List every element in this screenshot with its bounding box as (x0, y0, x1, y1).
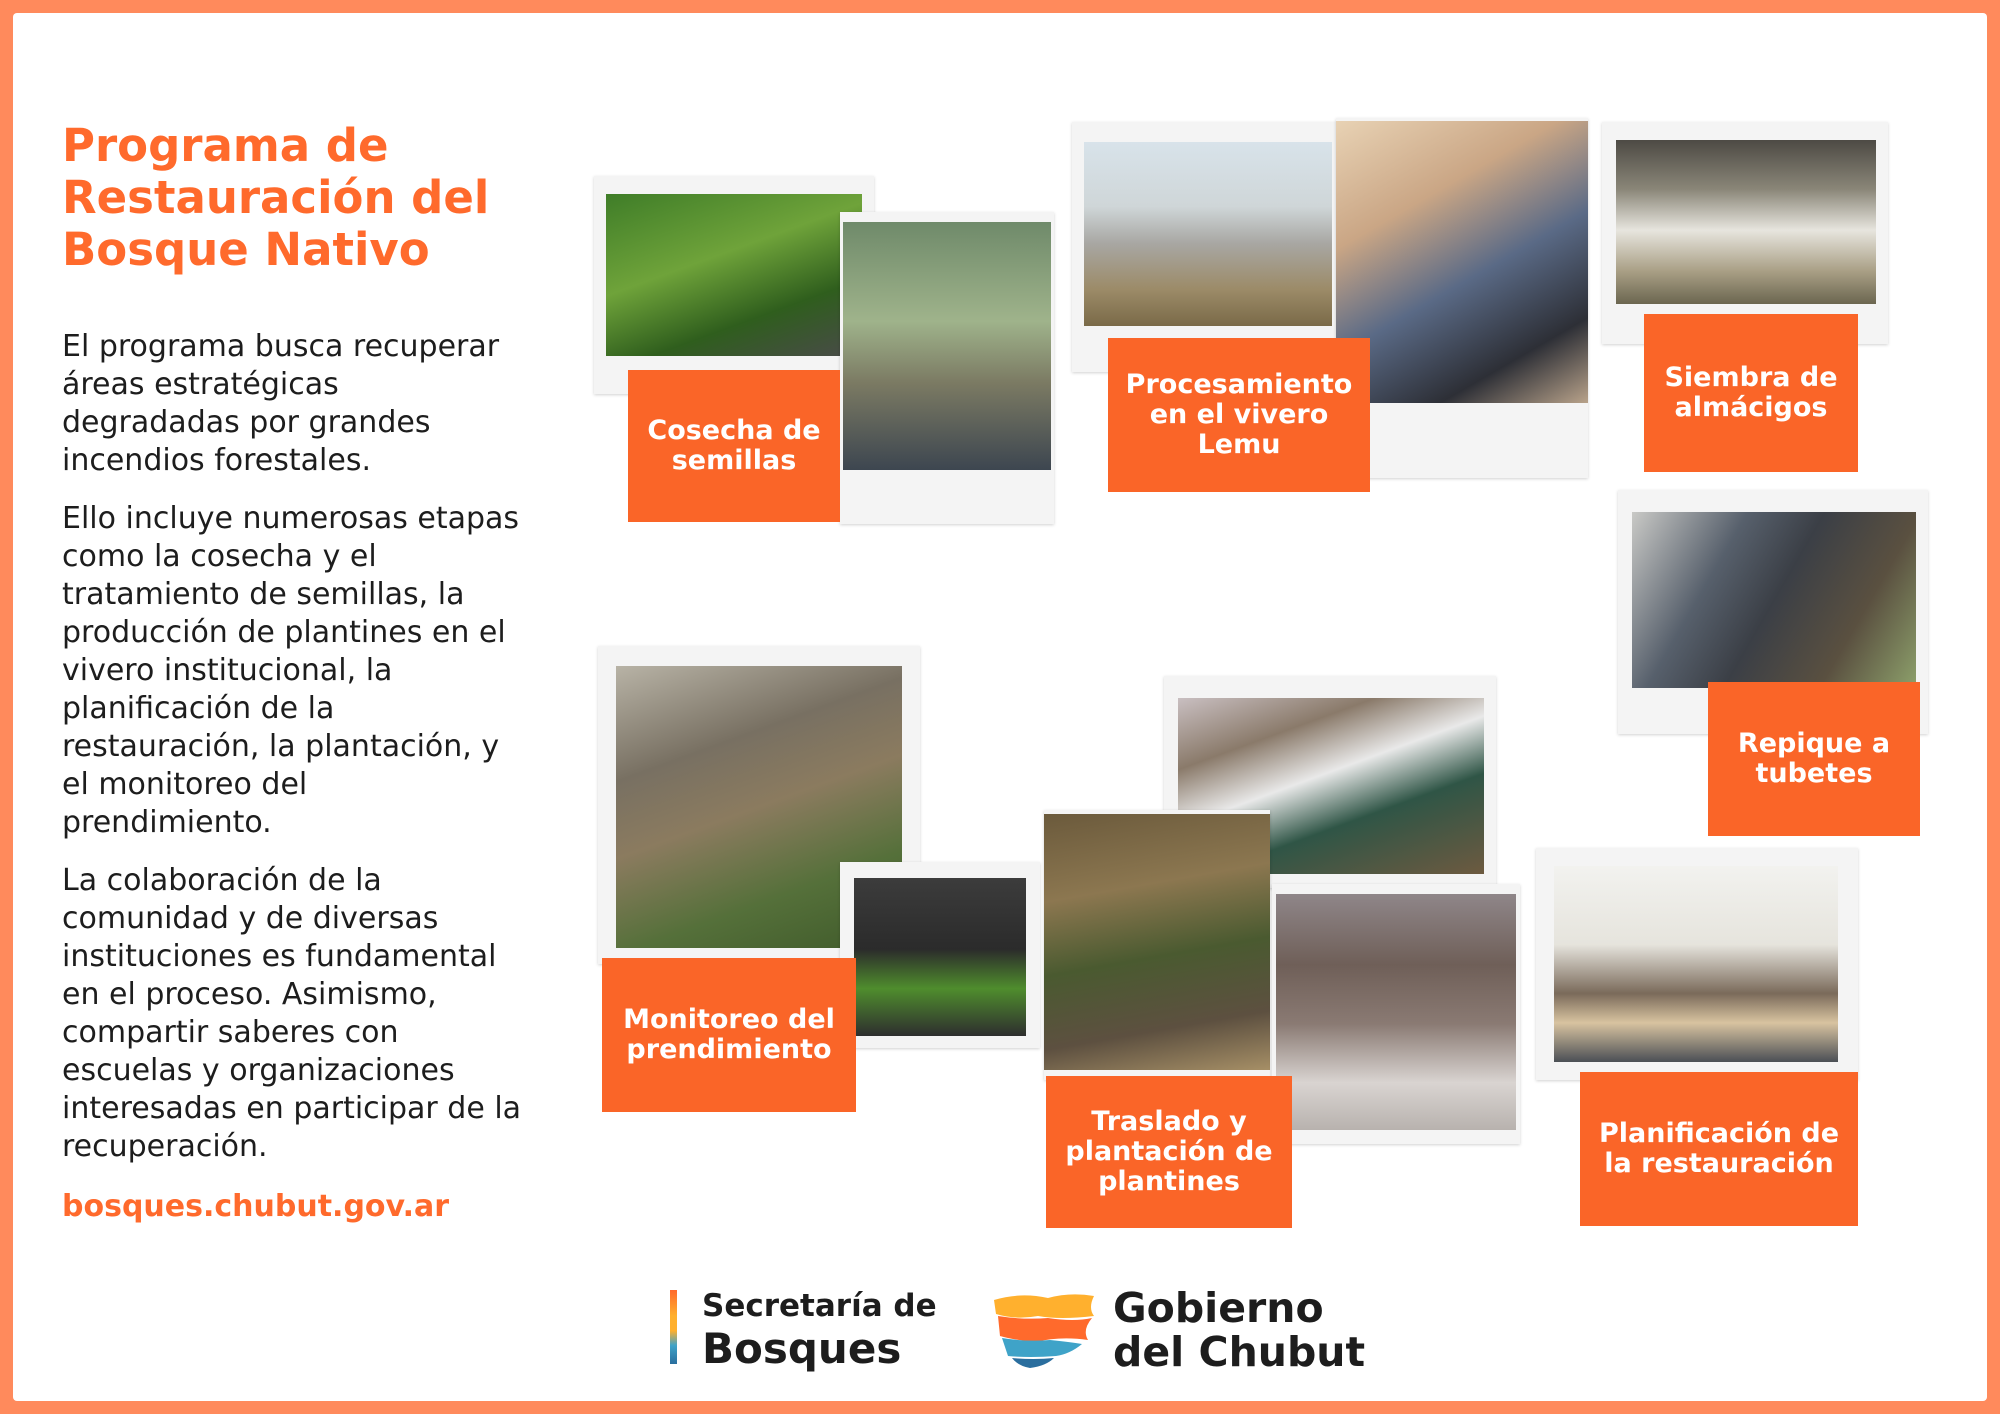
stage-label-cosecha: Cosecha de semillas (628, 370, 840, 522)
photo-planting-workers (1044, 814, 1270, 1070)
secretaria-logo-bar (670, 1290, 677, 1364)
chubut-map-logo-icon (990, 1290, 1100, 1370)
photo-frame-cosecha-2 (840, 212, 1054, 524)
photo-repique-worker (1632, 512, 1916, 688)
intro-paragraph-3: La colaboración de la comunidad y de diversas instituciones es fundamental en el proceso. Asimismo, compartir saberes con escuelas y organizaciones interesadas en participar de la recuperación. (62, 863, 522, 1164)
photo-greenhouse (1084, 142, 1332, 326)
stage-label-repique: Repique a tubetes (1708, 682, 1920, 836)
stage-label-traslado: Traslado y plantación de plantines (1046, 1076, 1292, 1228)
intro-paragraph-1: El programa busca recuperar áreas estratégicas degradadas por grandes incendios forestales. (62, 329, 500, 478)
photo-seed-machine (1336, 121, 1588, 403)
photo-frame-traslado-3 (1272, 884, 1520, 1144)
stage-label-siembra: Siembra de almácigos (1644, 314, 1858, 472)
photo-frame-planificacion (1536, 848, 1858, 1080)
photo-cosecha-forest (606, 194, 862, 356)
gobierno-chubut-logo-text (1113, 1286, 1365, 1374)
stage-label-monitoreo: Monitoreo del prendimiento (602, 958, 856, 1112)
secretaria-logo-line2: Bosques (702, 1324, 902, 1373)
gobierno-logo-line1: Gobierno (1113, 1284, 1324, 1332)
stage-label-planificacion: Planificación de la restauración (1580, 1072, 1858, 1226)
photo-frame-monitoreo-2 (840, 862, 1040, 1048)
photo-frame-procesamiento-1 (1072, 122, 1344, 372)
secretaria-logo-line1: Secretaría de (702, 1288, 937, 1324)
photo-frame-procesamiento-2 (1336, 118, 1588, 478)
website-link[interactable]: bosques.chubut.gov.ar (62, 1189, 450, 1224)
photo-frame-cosecha-1 (594, 176, 874, 394)
stage-label-procesamiento: Procesamiento en el vivero Lemu (1108, 338, 1370, 492)
photo-seedling (854, 878, 1026, 1036)
photo-seedbeds (1616, 140, 1876, 304)
intro-column (62, 120, 522, 1226)
gobierno-logo-line2: del Chubut (1113, 1328, 1366, 1376)
photo-cosecha-tree (843, 222, 1051, 470)
intro-paragraph-2: Ello incluye numerosas etapas como la cosecha y el tratamiento de semillas, la producción de plantines en el vivero institucional, la planificación de la restauración, la plantación, y el monitoreo del prendimiento. (62, 501, 520, 840)
photo-frame-traslado-2 (1044, 810, 1270, 1080)
page-title: Programa de Restauración del Bosque Nativo (62, 119, 490, 276)
photo-frame-siembra (1602, 122, 1888, 344)
photo-meeting-room (1554, 866, 1838, 1062)
photo-burned-forest (1276, 894, 1516, 1130)
